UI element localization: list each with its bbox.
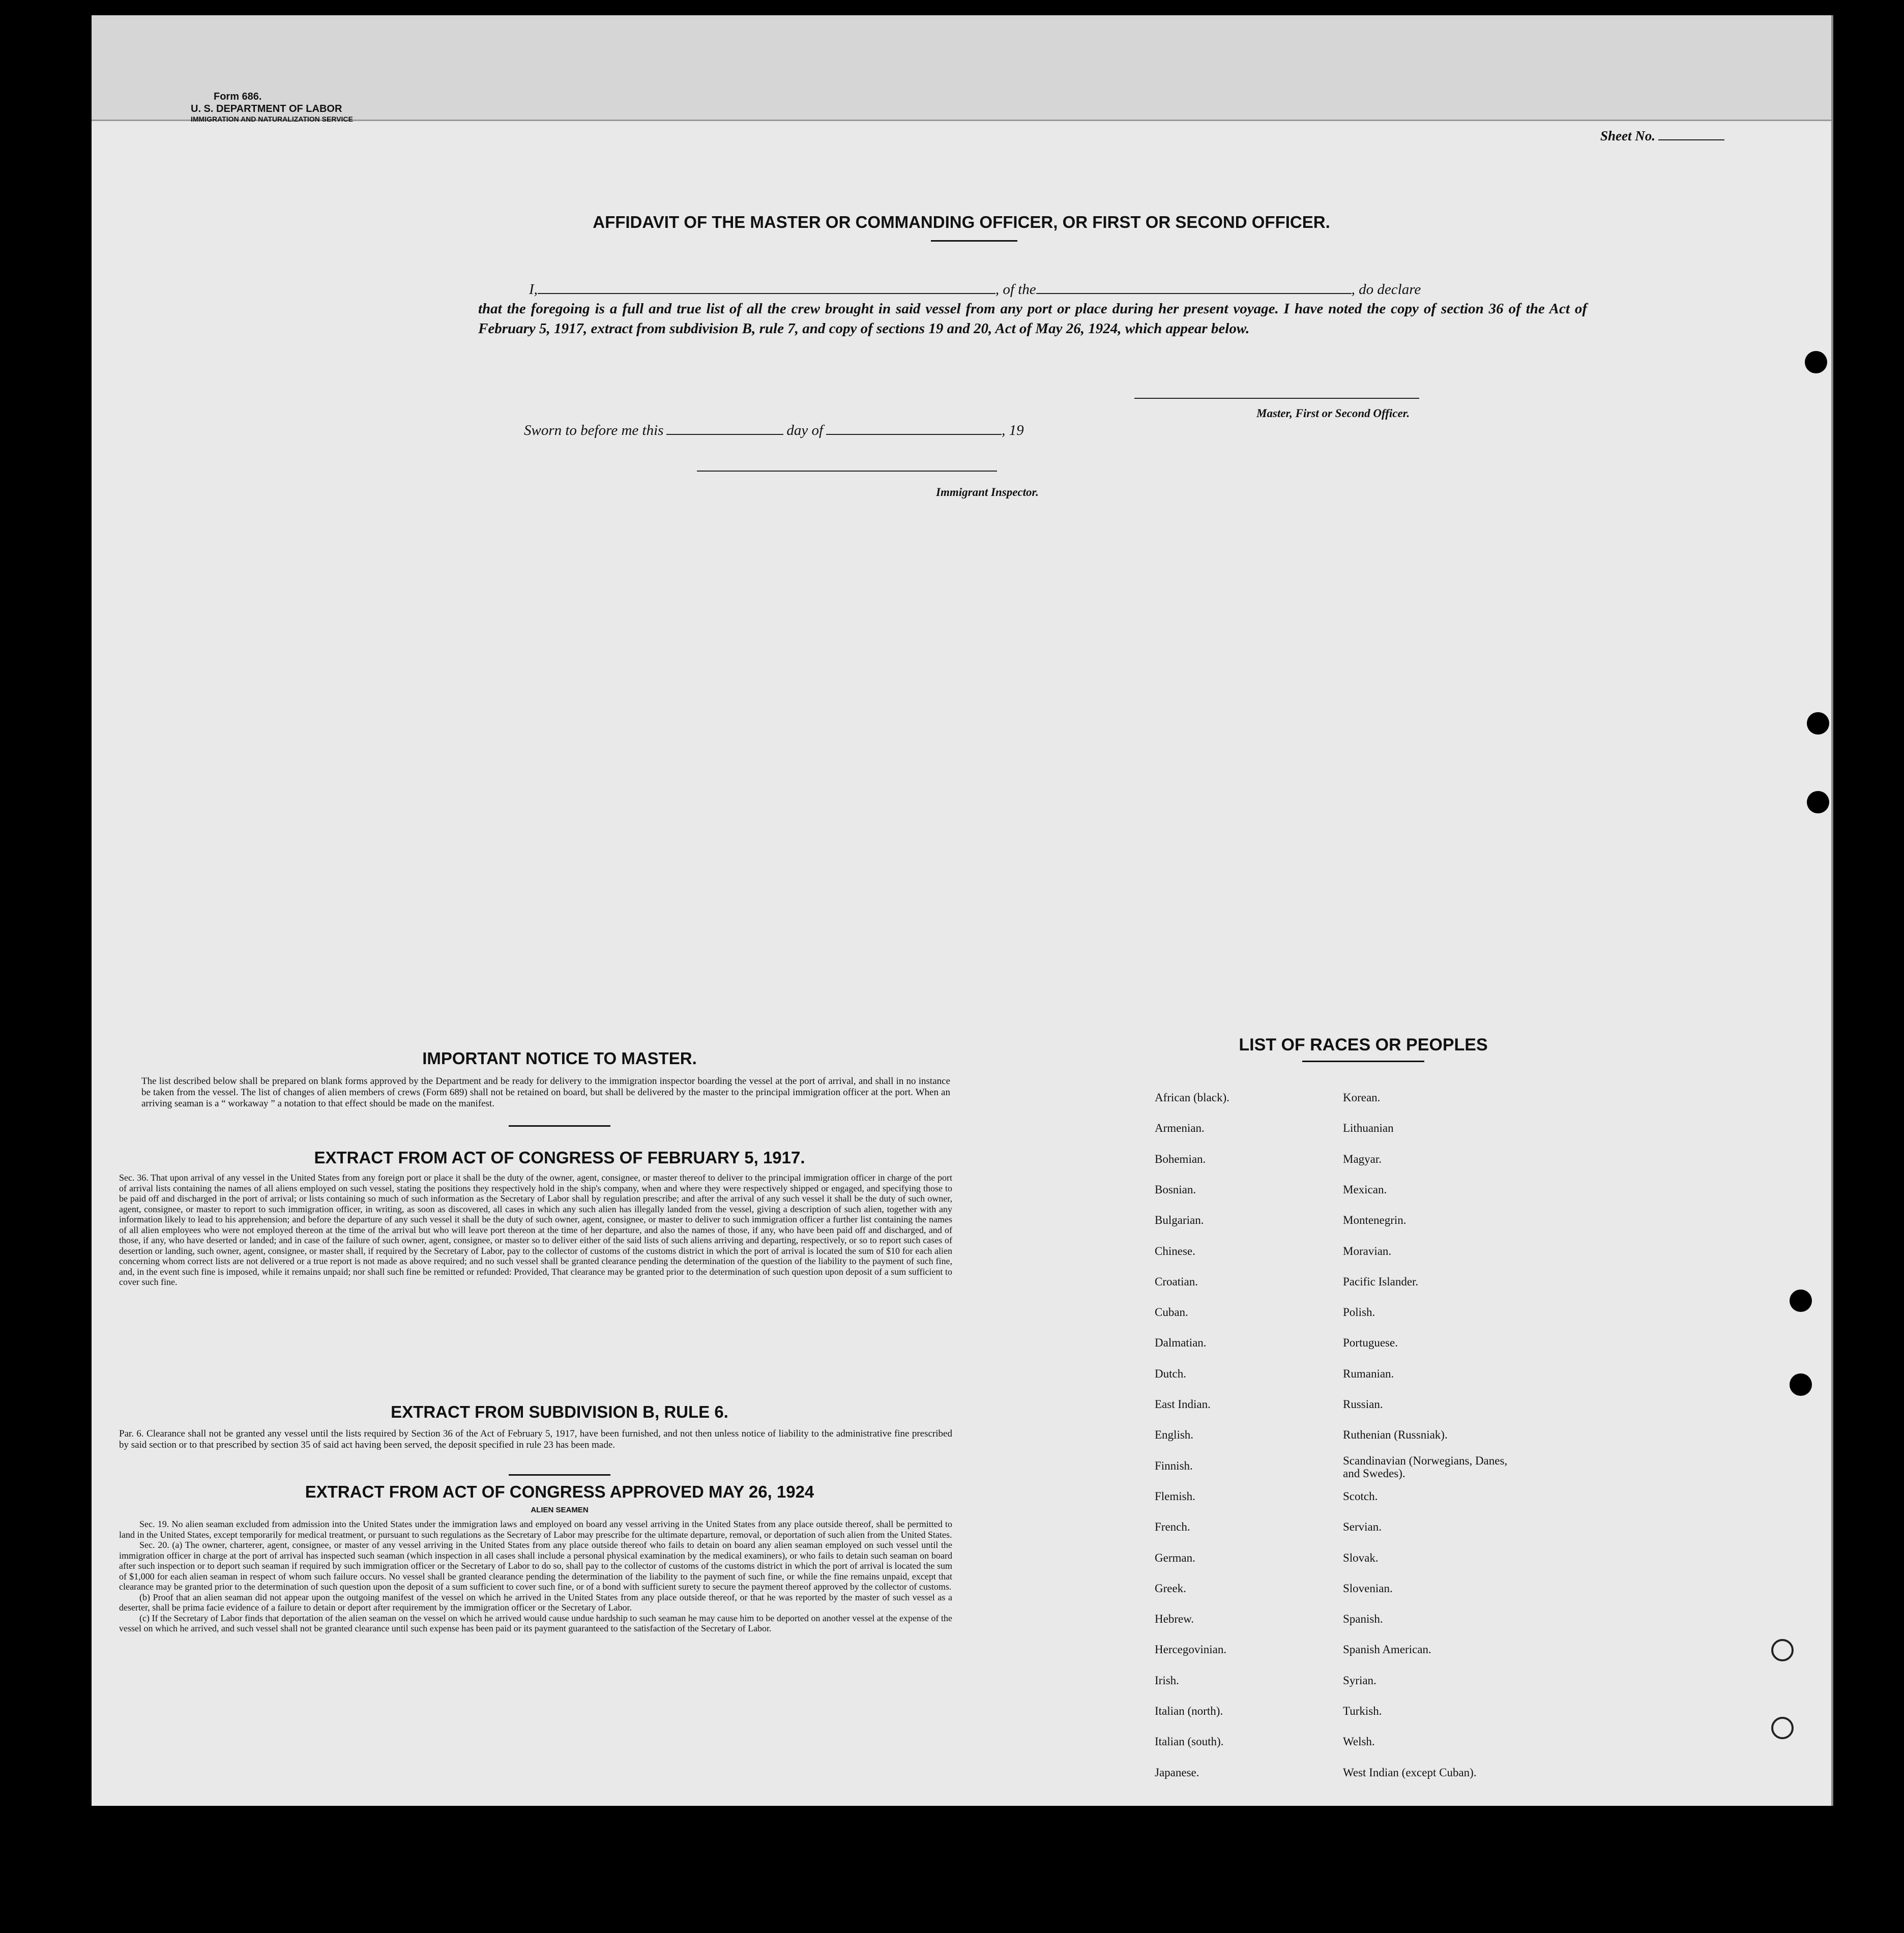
race-item: Bohemian. bbox=[1155, 1152, 1206, 1165]
race-item: Armenian. bbox=[1155, 1122, 1205, 1135]
sheet-number-line bbox=[1658, 139, 1724, 140]
binder-hole bbox=[1790, 1290, 1812, 1312]
sec-20b-text: (b) Proof that an alien seaman did not appear upon the outgoing manifest of the vessel on which he arrived in the United States from any place outside thereof, or that he was reported by the master of such vessel as a deserter, shall be prima facie evidence of a failure to detain or deport after requirement by the immigration officer or the Secretary of Labor. bbox=[119, 1592, 952, 1613]
affidavit-title: AFFIDAVIT OF THE MASTER OR COMMANDING OFFICER, OR FIRST OR SECOND OFFICER. bbox=[593, 213, 1330, 231]
race-item: English. bbox=[1155, 1428, 1194, 1442]
binder-hole bbox=[1805, 351, 1827, 373]
race-item: Scotch. bbox=[1343, 1489, 1378, 1503]
form-sheet bbox=[92, 15, 1833, 1806]
extract-1924-text bbox=[119, 1519, 952, 1634]
race-item: Hercegovinian. bbox=[1155, 1643, 1227, 1656]
race-item: Polish. bbox=[1343, 1306, 1375, 1319]
race-item: Croatian. bbox=[1155, 1275, 1198, 1288]
race-item: Servian. bbox=[1343, 1520, 1382, 1534]
race-item: Cuban. bbox=[1155, 1306, 1188, 1319]
binder-hole bbox=[1771, 1717, 1794, 1739]
binder-hole bbox=[1771, 1639, 1794, 1661]
race-item: Ruthenian (Russniak). bbox=[1343, 1428, 1448, 1442]
race-item: Turkish. bbox=[1343, 1705, 1382, 1717]
race-item: Spanish. bbox=[1343, 1613, 1383, 1626]
race-item: Irish. bbox=[1155, 1674, 1179, 1687]
of-the-label: , of the bbox=[995, 281, 1036, 298]
department-name: U. S. DEPARTMENT OF LABOR bbox=[191, 103, 342, 114]
affidavit-text: that the foregoing is a full and true list of all the crew brought in said vessel from any port or place during her present voyage. I have noted the copy of section 36 of the Act of February 5, 1917, extract from subdivision B, rule 7, and copy of sections 19 and 20, Act of May 26, 1924, which appear below. bbox=[478, 301, 1587, 337]
extract-1917-text: Sec. 36. That upon arrival of any vessel in the United States from any foreign port or place it shall be the duty of the owner, agent, consignee, or master thereof to deliver to the principal immigration officer in charge of the port of arrival lists containing the names of all aliens employed on such vessel, stating the positions they respectively hold in the ship's company, when and where they were respectively shipped or engaged, and specifying those to be paid off and discharged in the port of arrival; or lists containing so much of such information as the Secretary of Labor shall by regulation prescribe; and after the arrival of any such vessel it shall be the duty of such owner, agent, consignee, or master to report to such immigration officer, in writing, as soon as discovered, all cases in which any such alien has illegally landed from the vessel, giving a description of such alien, together with any information likely to lead to his apprehension; and before the departure of any such vessel it shall be the duty of such owner, agent, consignee, or master to deliver to such immigration officer a further list containing the names of all alien employees who were not employed thereon at the time of the arrival but who will leave port thereon at the time of her departure, and also the names of those, if any, who have been paid off and discharged, and of those, if any, who have deserted or landed; and in case of the failure of such owner, agent, consignee, or master so to deliver either of the said lists of such aliens arriving and departing, respectively, or so to report such cases of desertion or landing, such owner, agent, consignee, or master shall, if required by the Secretary of Labor, pay to the collector of customs of the customs district in which the port of arrival is located the sum of $10 for each alien concerning whom correct lists are not delivered or a true report is not made as above required; and no such vessel shall be granted clearance pending the determination of the question of the liability to the payment of such fine, and, in the event such fine is imposed, while it remains unpaid; nor shall such fine be remitted or refunded: Provided, That clearance may be granted prior to the determination of such question upon deposit of a sum sufficient to cover such fine. bbox=[119, 1173, 952, 1287]
race-item: Bosnian. bbox=[1155, 1183, 1196, 1196]
sheet-number-label: Sheet No. bbox=[1600, 128, 1655, 143]
form-header bbox=[191, 91, 353, 124]
sworn-label: Sworn to before me this bbox=[524, 422, 664, 438]
sheet-number bbox=[1600, 128, 1724, 144]
year-label: , 19 bbox=[1002, 422, 1024, 438]
sec-20a-text: Sec. 20. (a) The owner, charterer, agent, consignee, or master of any vessel arriving in the United States from any place outside thereof who fails to detain on board any alien seaman employed on such vessel until the immigration officer in charge at the port of arrival has inspected such seaman (which inspection in all cases shall include a personal physical examination by the medical examiners), or who fails to detain such seaman on board after such inspection or to deport such seaman if required by such immigration officer or the Secretary of Labor to do so, shall pay to the collector of customs of the customs district in which the port of arrival is located the sum of $1,000 for each alien seaman in respect of whom such failure occurs. No vessel shall be granted clearance pending the determination of the liability to the payment of such fine, or while the fine remains unpaid, except that clearance may be granted prior to the determination of such question upon the deposit of a sum sufficient to cover such fine, or of a bond with sufficient surety to secure the payment thereof approved by the collector of customs. bbox=[119, 1540, 952, 1592]
extract-1917-title: EXTRACT FROM ACT OF CONGRESS OF FEBRUARY 5, 1917. bbox=[314, 1148, 805, 1167]
binder-hole bbox=[1790, 1373, 1812, 1396]
notice-text: The list described below shall be prepared on blank forms approved by the Department and be ready for delivery to the immigration inspector boarding the vessel at the port of arrival, and shall in no instance be taken from the vessel. The list of changes of alien members of crews (Form 689) shall not be retained on board, but shall be delivered by the master to the principal immigration officer at the port. When an arriving seaman is a “ workaway ” a notation to that effect should be made on the manifest. bbox=[141, 1076, 950, 1109]
race-item: Portuguese. bbox=[1343, 1336, 1398, 1350]
officer-label: Master, First or Second Officer. bbox=[1256, 407, 1410, 420]
inspector-signature-line[interactable] bbox=[697, 471, 997, 472]
race-item: Italian (north). bbox=[1155, 1705, 1223, 1717]
race-item: Magyar. bbox=[1343, 1152, 1382, 1165]
notice-rule bbox=[509, 1125, 610, 1127]
inspector-label: Immigrant Inspector. bbox=[936, 486, 1039, 499]
race-item: German. bbox=[1155, 1551, 1195, 1564]
race-item: Korean. bbox=[1343, 1091, 1381, 1104]
rule6-text: Par. 6. Clearance shall not be granted any vessel until the lists required by Section 36 of the Act of February 5, 1917, have been furnished, and not then unless notice of liability to the administrative fine prescribed by said section or to that prescribed by section 35 of said act having been served, the deposit specified in rule 23 has been made. bbox=[119, 1428, 952, 1451]
race-item: Moravian. bbox=[1343, 1244, 1392, 1257]
race-item: Pacific Islander. bbox=[1343, 1275, 1419, 1288]
i-label: I, bbox=[529, 281, 538, 298]
form-number: Form 686. bbox=[214, 91, 262, 102]
race-item: Lithuanian bbox=[1343, 1122, 1394, 1135]
race-item: Dutch. bbox=[1155, 1367, 1186, 1380]
day-of-label: day of bbox=[786, 422, 824, 438]
race-item: Japanese. bbox=[1155, 1766, 1199, 1779]
sec-19-text: Sec. 19. No alien seaman excluded from admission into the United States under the immigration laws and employed on board any vessel arriving in the United States from any place outside thereof, shall be permitted to land in the United States, except temporarily for medical treatment, or pursuant to such regulations as the Secretary of Labor may prescribe for the ultimate departure, removal, or deportation of such alien from the United States. bbox=[119, 1519, 952, 1540]
sworn-line bbox=[524, 422, 1024, 439]
race-item: French. bbox=[1155, 1520, 1190, 1534]
sec-20c-text: (c) If the Secretary of Labor finds that deportation of the alien seaman on the vessel on which he arrived would cause undue hardship to such seaman he may cause him to be deported on another vessel at the expense of the vessel on which he arrived, and such vessel shall not be granted clearance until such expense has been paid or its payment guaranteed to the satisfaction of the Secretary of Labor. bbox=[119, 1613, 952, 1634]
month-blank[interactable] bbox=[826, 434, 1002, 435]
rule6-title: EXTRACT FROM SUBDIVISION B, RULE 6. bbox=[391, 1402, 728, 1421]
race-item: Spanish American. bbox=[1343, 1643, 1431, 1656]
races-title: LIST OF RACES OR PEOPLES bbox=[1239, 1035, 1488, 1055]
notice-title: IMPORTANT NOTICE TO MASTER. bbox=[422, 1049, 697, 1068]
day-blank[interactable] bbox=[666, 434, 783, 435]
race-item: Rumanian. bbox=[1343, 1367, 1394, 1380]
extract-1924-title: EXTRACT FROM ACT OF CONGRESS APPROVED MAY 26, 1924 bbox=[305, 1482, 814, 1501]
race-item: Montenegrin. bbox=[1343, 1214, 1407, 1227]
race-item: Slovenian. bbox=[1343, 1581, 1393, 1595]
binder-hole bbox=[1807, 712, 1829, 735]
binder-hole bbox=[1807, 791, 1829, 813]
race-item: Greek. bbox=[1155, 1581, 1186, 1595]
race-item: Hebrew. bbox=[1155, 1613, 1194, 1626]
race-item: Chinese. bbox=[1155, 1244, 1195, 1257]
race-item: Finnish. bbox=[1155, 1459, 1193, 1472]
race-item: Flemish. bbox=[1155, 1489, 1195, 1503]
vessel-blank[interactable] bbox=[1036, 293, 1352, 294]
officer-signature-line[interactable] bbox=[1134, 398, 1419, 399]
race-item: Russian. bbox=[1343, 1398, 1383, 1411]
race-item: Mexican. bbox=[1343, 1183, 1387, 1196]
name-blank[interactable] bbox=[538, 293, 995, 294]
race-item: Syrian. bbox=[1343, 1674, 1376, 1687]
race-item: Scandinavian (Norwegians, Danes, and Swedes). bbox=[1343, 1454, 1508, 1480]
race-item: Italian (south). bbox=[1155, 1735, 1224, 1748]
race-item: Welsh. bbox=[1343, 1735, 1375, 1748]
service-name: IMMIGRATION AND NATURALIZATION SERVICE bbox=[191, 115, 353, 123]
rule6-rule bbox=[509, 1474, 610, 1476]
race-item: Slovak. bbox=[1343, 1551, 1379, 1564]
race-item: East Indian. bbox=[1155, 1398, 1211, 1411]
race-item: West Indian (except Cuban). bbox=[1343, 1766, 1477, 1779]
affidavit-body bbox=[478, 280, 1587, 338]
race-item: African (black). bbox=[1155, 1091, 1229, 1104]
alien-seamen-subtitle: ALIEN SEAMEN bbox=[531, 1506, 589, 1514]
title-rule bbox=[931, 240, 1017, 242]
races-rule bbox=[1302, 1061, 1424, 1062]
do-declare-label: , do declare bbox=[1351, 281, 1421, 298]
race-item: Bulgarian. bbox=[1155, 1214, 1204, 1227]
race-item: Dalmatian. bbox=[1155, 1336, 1207, 1350]
declaration-line bbox=[478, 280, 1587, 299]
